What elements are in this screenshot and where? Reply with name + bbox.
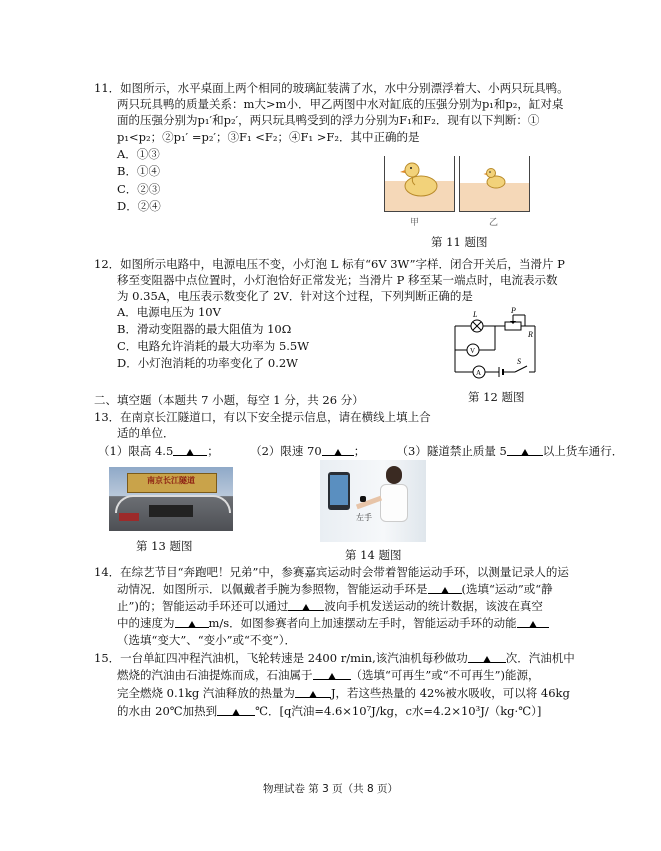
fig11-label-jia: 甲 [410,218,420,228]
phone-screen [330,475,348,505]
q15-line-2-end: （选填“可再生”或“不可再生”)能源， [350,668,540,682]
label-v: V [470,347,476,355]
q15-line-3-end: J，若这些热量的 42%被水吸收，可以将 46kg [330,686,570,700]
tank-jia [384,156,455,212]
q15-line-4-text: 的水由 20℃加热到 [117,704,218,718]
tunnel-entrance [149,505,193,517]
q12-option-d: D．小灯泡消耗的功率变化了 0.2W [117,356,298,370]
q14-line-1: 14．在综艺节目“奔跑吧！兄弟”中，参赛嘉宾运动时会带着智能运动手环，以测量记录人的运 [94,565,569,579]
q13-part3-end: 以上货车通行． [542,444,624,458]
q13-part1-text: （1）限高 4.5 [98,444,174,458]
q11-line-1: 11．如图所示，水平桌面上两个相同的玻璃缸装满了水，水中分别漂浮着大、小两只玩具鸭。 [94,81,569,95]
q15-blank-3[interactable] [295,687,331,698]
q13-parts [98,444,623,459]
q14-blank-2[interactable] [288,600,324,611]
q13-part2-end: ； [353,444,366,458]
q14-line-3-text: 止”)的；智能运动手环还可以通过 [117,599,289,613]
q14-line-4-text: 中的速度为 [117,616,175,630]
q15-line-1-end: 次．汽油机中 [505,651,575,665]
q15-line-3 [117,686,570,701]
q11-line-4: p₁<p₂；②p₁′ =p₂′；③F₁ <F₂；④F₁ >F₂．其中正确的是 [117,130,420,144]
q11-option-b: B．①④ [117,164,160,178]
tank-yi [459,156,530,212]
flower-bed [119,513,139,521]
label-s: S [517,357,521,366]
big-duck-icon [399,160,441,198]
small-duck-icon [483,167,507,189]
q13-blank-1[interactable] [173,445,207,456]
q15-blank-2[interactable] [313,669,351,680]
q15-line-1-text: 15．一台单缸四冲程汽油机，飞轮转速是 2400 r/min,该汽油机每秒做功 [94,651,468,665]
q14-line-2-end: (选填“运动”或“静 [461,582,553,596]
q13-part3-text: （3）隧道禁止质量 5 [396,444,507,458]
page-footer: 物理试卷 第 3 页（共 8 页） [262,783,399,795]
circuit-diagram [449,306,543,382]
section-title: 二、填空题（本题共 7 小题，每空 1 分，共 26 分） [94,393,364,407]
q11-line-2: 两只玩具鸭的质量关系：m大>m小．甲乙两图中水对缸底的压强分别为p₁和p₂，缸对桌 [117,97,564,111]
q14-blank-3[interactable] [175,617,209,628]
q15-line-1 [94,651,575,666]
q12-line-2: 移至变阻器中点位置时，小灯泡恰好正常发光；当滑片 P 移至某一端点时，电流表示数 [117,273,558,287]
q14-line-4 [117,616,549,631]
q13-blank-3[interactable] [507,445,543,456]
q15-line-3-text: 完全燃烧 0.1kg 汽油释放的热量为 [117,686,295,700]
fig11-label-yi: 乙 [489,218,499,228]
q12-line-1: 12．如图所示电路中，电源电压不变，小灯泡 L 标有“6V 3W”字样．闭合开关后，当滑片 P [94,257,565,271]
runner-photo [320,460,426,542]
q11-option-a: A．①③ [117,147,160,161]
label-r: R [528,330,533,339]
q13-part1-end: ； [207,444,219,458]
q15-line-2 [117,668,540,683]
q14-line-5: （选填“变大”、“变小”或“不变”）． [117,633,297,647]
q13-blank-2[interactable] [322,445,354,456]
fig13-caption: 第 13 题图 [136,539,193,553]
q12-option-c: C．电路允许消耗的最大功率为 5.5W [117,339,310,353]
q14-line-2 [117,582,553,597]
q13-line-2: 适的单位． [117,426,175,440]
q11-option-d: D．②④ [117,199,161,213]
q11-line-3: 面的压强分别为p₁′和p₂′，两只玩具鸭受到的浮力分别为F₁和F₂．现有以下判断：① [117,113,540,127]
fig12-caption: 第 12 题图 [468,390,525,404]
q15-line-4-end: ℃．[q汽油=4.6×10⁷J/kg，c水=4.2×10³J/（kg·℃）] [255,704,542,718]
q15-line-2-text: 燃烧的汽油由石油提炼而成，石油属于 [117,668,313,682]
q14-blank-4[interactable] [517,617,549,628]
q12-option-a: A．电源电压为 10V [117,305,221,319]
q15-blank-1[interactable] [468,652,506,663]
q13-line-1: 13．在南京长江隧道口，有以下安全提示信息，请在横线上填上合 [94,410,431,424]
tunnel-photo [109,467,233,531]
fig14-caption: 第 14 题图 [345,548,402,562]
q13-part2-text: （2）限速 70 [250,444,322,458]
runner-body [380,484,408,522]
q14-line-3-end: 波向手机发送运动的统计数据，该波在真空 [324,599,543,613]
q14-line-2-text: 动情况．如图所示．以佩戴者手腕为参照物，智能运动手环是 [117,582,428,596]
q15-blank-4[interactable] [217,705,255,716]
q15-line-4 [117,704,541,719]
q14-blank-1[interactable] [428,583,462,594]
q14-line-3 [117,599,543,614]
q11-option-c: C．②③ [117,182,161,196]
q12-line-3: 为 0.35A，电压表示数变化了 2V．针对这个过程，下列判断正确的是 [117,289,473,303]
fig11-caption: 第 11 题图 [431,235,488,249]
q12-option-b: B．滑动变阻器的最大阻值为 10Ω [117,322,292,336]
label-l: L [473,310,478,319]
wristband [360,496,366,502]
label-a: A [476,369,482,377]
label-p: P [511,306,516,315]
runner-head [386,466,402,484]
tunnel-sign-text: 南京长江隧道 [147,475,195,485]
q14-line-4-end: m/s．如图参赛者向上加速摆动左手时，智能运动手环的动能 [208,616,517,630]
runner-label: 左手 [356,513,372,522]
